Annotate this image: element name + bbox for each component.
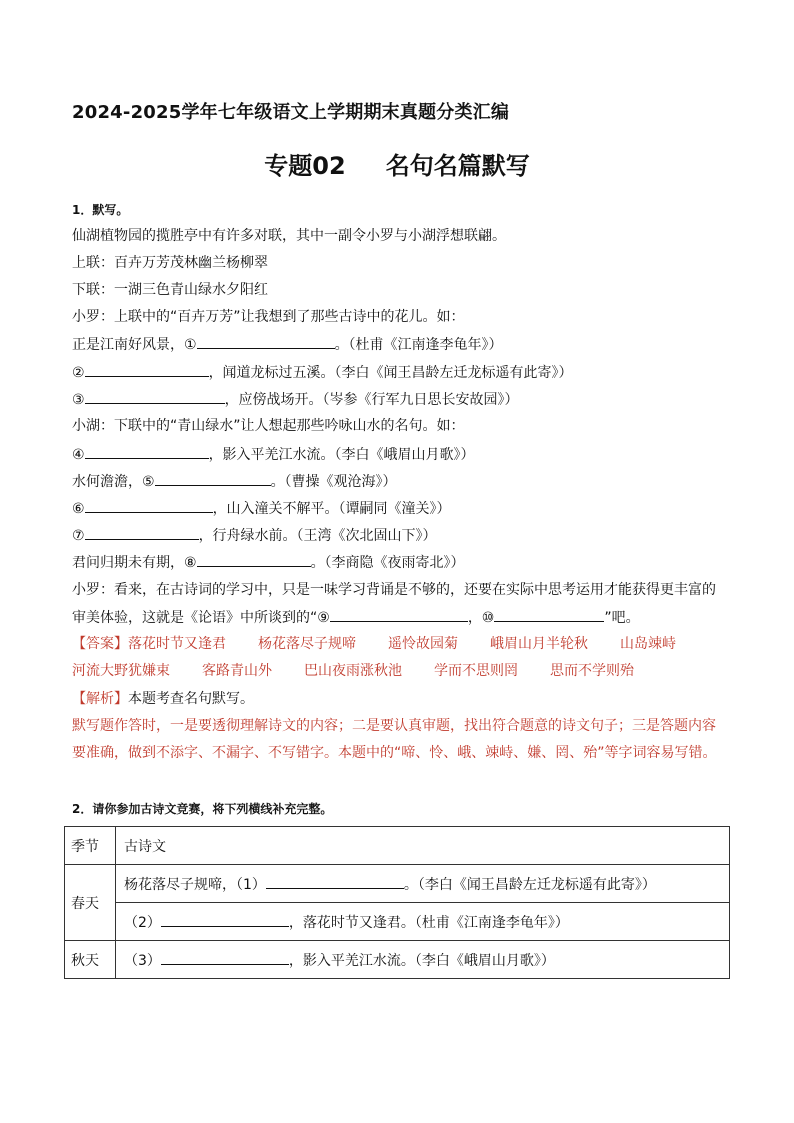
- analysis-line-1: 默写题作答时，一是要透彻理解诗文的内容；二是要认真审题，找出符合题意的诗文句子；三是答题内容: [72, 718, 716, 734]
- answer-blank-6[interactable]: [85, 498, 213, 513]
- q1-line-1: 仙湖植物园的揽胜亭中有许多对联，其中一副令小罗与小湖浮想联翩。: [72, 228, 506, 244]
- season-autumn: 秋天: [65, 941, 116, 979]
- topic-code: 专题02: [264, 152, 346, 180]
- table-row: [65, 865, 730, 903]
- poem-cell-3: （3） ，影入平羌江水流。（李白《峨眉山月歌》）: [116, 941, 730, 979]
- q1-line-8: 小湖：下联中的“青山绿水”让人想起那些吟咏山水的名句。如：: [72, 418, 465, 434]
- answer-blank-9[interactable]: [330, 607, 468, 622]
- table-row: [65, 941, 730, 979]
- q1-line-12: ⑦ ，行舟绿水前。（王湾《次北固山下》）: [72, 525, 437, 546]
- q1-line-11: ⑥ ，山入潼关不解平。（谭嗣同《潼关》）: [72, 498, 451, 519]
- answer-blank-7[interactable]: [85, 525, 199, 540]
- table-blank-1[interactable]: [266, 874, 404, 889]
- document-header: 2024-2025学年七年级语文上学期期末真题分类汇编: [72, 102, 510, 123]
- question-2-heading: 2．请你参加古诗文竞赛，将下列横线补充完整。: [72, 802, 333, 816]
- col-poem-header: 古诗文: [116, 827, 730, 865]
- table-blank-2[interactable]: [161, 912, 289, 927]
- answer-blank-10[interactable]: [494, 607, 604, 622]
- q1-line-3: 下联：一湖三色青山绿水夕阳红: [72, 282, 268, 298]
- q1-line-14: 小罗：看来，在古诗词的学习中，只是一味学习背诵是不够的，还要在实际中思考运用才能获得更丰富的: [72, 582, 716, 598]
- answer-label: 【答案】: [72, 636, 128, 652]
- q1-line-7: ③ ，应傍战场开。（岑参《行军九日思长安故园》）: [72, 389, 519, 410]
- q1-line-9: ④ ，影入平羌江水流。（李白《峨眉山月歌》）: [72, 444, 475, 465]
- topic-title: [0, 146, 794, 181]
- answer-blank-3[interactable]: [85, 389, 225, 404]
- q1-line-10: 水何澹澹，⑤ 。（曹操《观沧海》）: [72, 471, 397, 492]
- analysis-label: 【解析】: [72, 691, 128, 707]
- answer-blank-5[interactable]: [155, 471, 271, 486]
- table-header-row: [65, 827, 730, 865]
- answer-row-1: 【答案】落花时节又逢君 杨花落尽子规啼 遥怜故园菊 峨眉山月半轮秋 山岛竦峙: [72, 636, 676, 652]
- col-season-header: 季节: [65, 827, 116, 865]
- poem-cell-2: （2） ，落花时节又逢君。（杜甫《江南逢李龟年》）: [116, 903, 730, 941]
- analysis-line-2: 要准确，做到不添字、不漏字、不写错字。本题中的“啼、怜、峨、竦峙、嫌、罔、殆”等字词容易写错。: [72, 745, 717, 761]
- table-blank-3[interactable]: [161, 950, 289, 965]
- q1-line-5: 正是江南好风景，① 。（杜甫《江南逢李龟年》）: [72, 334, 503, 355]
- answer-row-2: 河流大野犹嫌束 客路青山外 巴山夜雨涨秋池 学而不思则罔 思而不学则殆: [72, 663, 634, 679]
- q1-line-6: ② ，闻道龙标过五溪。（李白《闻王昌龄左迁龙标遥有此寄》）: [72, 362, 573, 383]
- poem-cell-1: 杨花落尽子规啼，（1） 。（李白《闻王昌龄左迁龙标遥有此寄》）: [116, 865, 730, 903]
- answer-blank-1[interactable]: [197, 334, 335, 349]
- poetry-table: [64, 826, 730, 979]
- analysis-row: 【解析】本题考查名句默写。: [72, 691, 254, 707]
- answer-blank-8[interactable]: [197, 552, 311, 567]
- answer-blank-4[interactable]: [85, 444, 209, 459]
- topic-name: 名句名篇默写: [385, 152, 530, 180]
- season-spring: 春天: [65, 865, 116, 941]
- q1-line-13: 君问归期未有期，⑧ 。（李商隐《夜雨寄北》）: [72, 552, 465, 573]
- answer-blank-2[interactable]: [85, 362, 209, 377]
- q1-line-15: 审美体验，这就是《论语》中所谈到的“⑨ ，⑩ ”吧。: [72, 607, 640, 628]
- q1-line-4: 小罗：上联中的“百卉万芳”让我想到了那些古诗中的花儿。如：: [72, 309, 465, 325]
- q1-line-2: 上联：百卉万芳茂林幽兰杨柳翠: [72, 255, 268, 271]
- table-row: [65, 903, 730, 941]
- question-1-heading: 1．默写。: [72, 203, 129, 217]
